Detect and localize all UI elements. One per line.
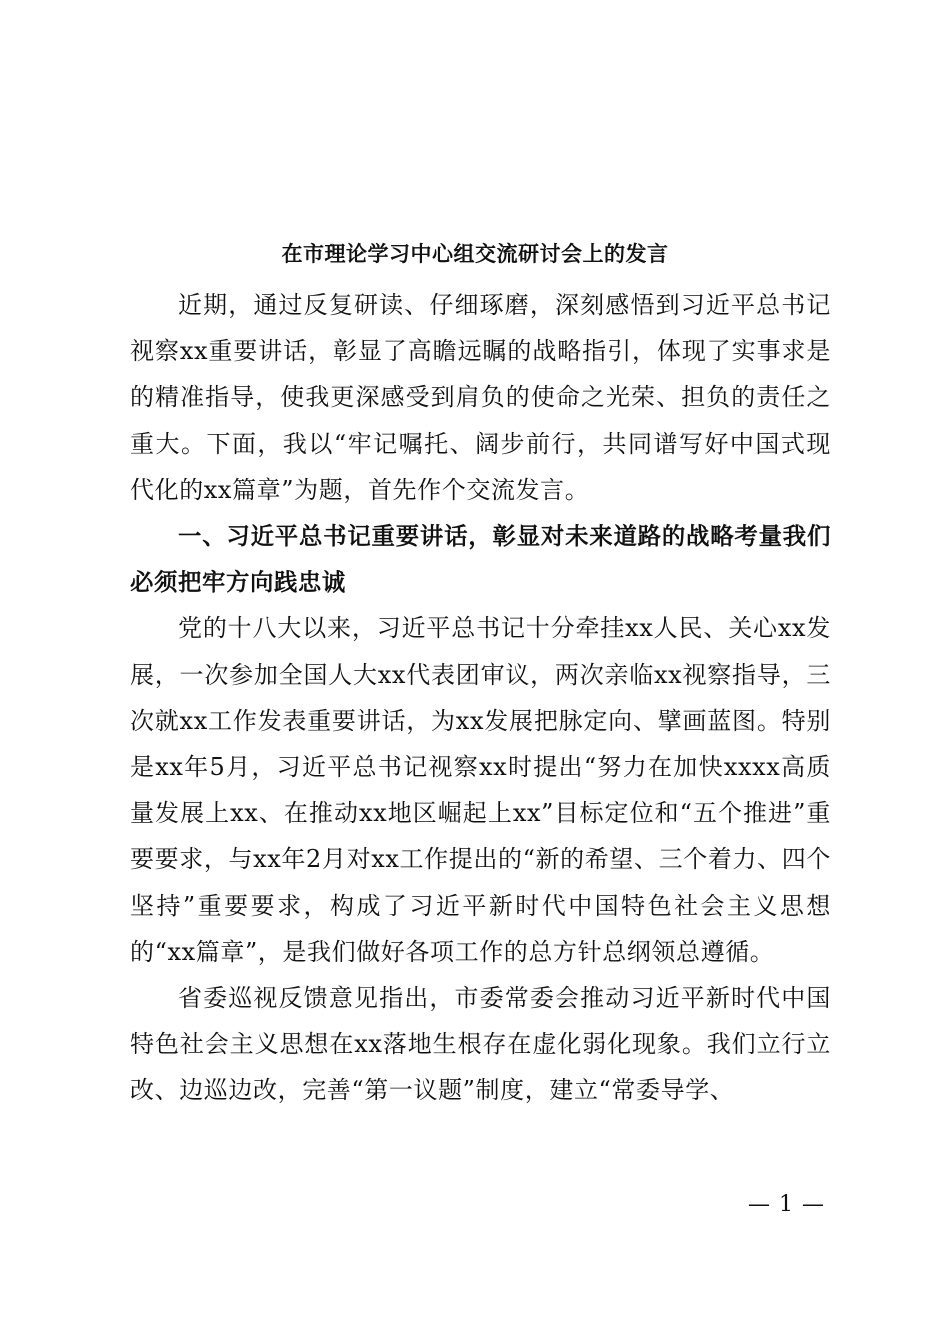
page-title: 在市理论学习中心组交流研讨会上的发言: [281, 242, 669, 266]
document-body: [130, 282, 831, 1114]
body-paragraph: 省委巡视反馈意见指出，市委常委会推动习近平新时代中国特色社会主义思想在xx落地生根存在虚化弱化现象。我们立行立改、边巡边改，完善“第一议题”制度，建立“常委导学、: [130, 984, 831, 1105]
page-number: — 1 —: [748, 1192, 825, 1217]
section-heading: 一、习近平总书记重要讲话，彰显对未来道路的战略考量我们必须把牢方向践忠诚: [130, 522, 831, 597]
body-paragraph: 党的十八大以来，习近平总书记十分牵挂xx人民、关心xx发展，一次参加全国人大xx代表团审议，两次亲临xx视察指导，三次就xx工作发表重要讲话，为xx发展把脉定向、擘画蓝图。特别是xx年5月，习近平总书记视察xx时提出“努力在加快xxxx高质量发展上xx、在推动xx地区崛起上xx”目标定位和“五个推进”重要要求，与xx年2月对xx工作提出的“新的希望、三个着力、四个坚持”重要要求，构成了习近平新时代中国特色社会主义思想的“xx篇章”，是我们做好各项工作的总方针总纲领总遵循。: [130, 614, 831, 966]
body-paragraph: 近期，通过反复研读、仔细琢磨，深刻感悟到习近平总书记视察xx重要讲话，彰显了高瞻远瞩的战略指引，体现了实事求是的精准指导，使我更深感受到肩负的使命之光荣、担负的责任之重大。下面，我以“牢记嘱托、阔步前行，共同谱写好中国式现代化的xx篇章”为题，首先作个交流发言。: [130, 291, 831, 504]
